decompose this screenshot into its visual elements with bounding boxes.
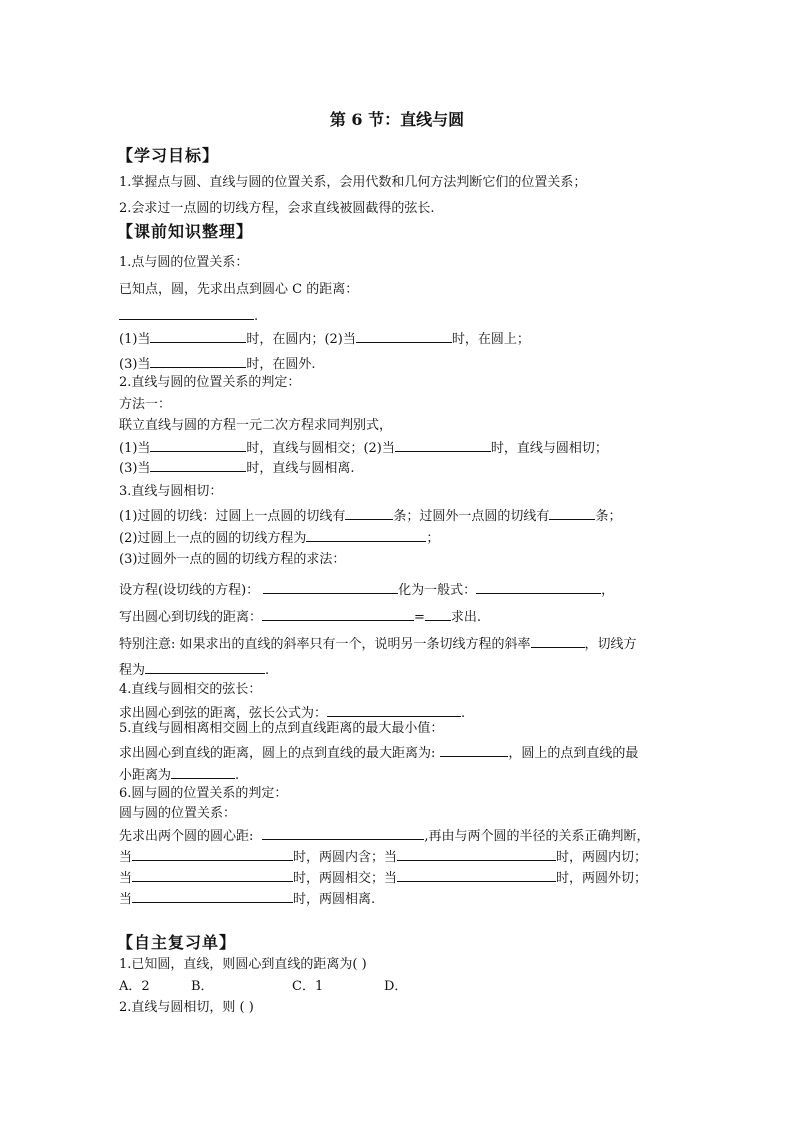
circle-separate-blank[interactable]	[132, 889, 293, 903]
chord-formula-line: 求出圆心到弦的距离，弦长公式为： .	[119, 703, 465, 722]
line-circle-cases-1-2: (1)当 时，直线与圆相交；(2)当 时，直线与圆相切；	[119, 438, 608, 457]
on-circle-blank[interactable]	[356, 329, 452, 343]
circle-cases-line-1: 当 时，两圆内含；当 时，两圆内切；	[119, 847, 647, 866]
tangent-set-equation-line: 设方程(设切线的方程)： 化为一般式： ，	[119, 580, 614, 599]
option-a[interactable]: A．2	[119, 979, 150, 994]
tangent-count-on-blank[interactable]	[345, 506, 393, 520]
inside-blank[interactable]	[150, 329, 246, 343]
tangent-distance-blank[interactable]	[262, 607, 414, 621]
tangent-count-outside-blank[interactable]	[549, 506, 595, 520]
tangent-line-blank[interactable]	[145, 660, 265, 674]
chord-heading: 4.直线与圆相交的弦长：	[119, 682, 262, 697]
outside-blank[interactable]	[150, 354, 246, 368]
circle-cases-line-3: 当 时，两圆相离.	[119, 889, 375, 908]
radius-blank[interactable]	[425, 607, 451, 621]
line-circle-heading: 2.直线与圆的位置关系的判定：	[119, 375, 301, 390]
circle-intersect-blank[interactable]	[132, 868, 293, 882]
option-d[interactable]: D．	[384, 979, 408, 994]
distance-extremes-heading: 5.直线与圆相离相交圆上的点到直线距离的最大最小值：	[119, 721, 444, 736]
circle-circle-sub: 圆与圆的位置关系：	[119, 806, 237, 821]
contain-blank[interactable]	[132, 847, 293, 861]
point-circle-heading: 1.点与圆的位置关系：	[119, 255, 249, 270]
intangent-blank[interactable]	[397, 847, 556, 861]
section-heading-review: 【自主复习单】	[117, 933, 237, 952]
max-distance-blank[interactable]	[440, 743, 508, 757]
center-distance-line: 先求出两个圆的圆心距: ,再由与两个圆的半径的关系正确判断，	[119, 826, 650, 845]
tangent-heading: 3.直线与圆相切：	[119, 484, 223, 499]
option-b[interactable]: B．	[191, 979, 214, 994]
tangent-method-line: (3)过圆外一点的圆的切线方程的求法：	[119, 552, 346, 567]
special-note-line: 特别注意: 如果求出的直线的斜率只有一个，说明另一条切线方程的斜率 ，切线方	[119, 634, 637, 653]
separate-blank[interactable]	[150, 458, 246, 472]
tangent-blank[interactable]	[395, 438, 491, 452]
point-circle-distance-line: .	[119, 306, 258, 325]
tangent-set-blank[interactable]	[263, 580, 398, 594]
method-one-label: 方法一：	[119, 397, 172, 412]
point-circle-intro: 已知点，圆，先求出点到圆心 C 的距离：	[119, 282, 359, 297]
special-note-line-2: 程为 .	[119, 660, 269, 679]
review-question-2: 2.直线与圆相切，则 ( )	[119, 1000, 254, 1015]
tangent-count-line: (1)过圆的切线：过圆上一点圆的切线有 条；过圆外一点圆的切线有 条；	[119, 506, 621, 525]
point-circle-cases-1-2: (1)当 时，在圆内；(2)当 时，在圆上；	[119, 329, 530, 348]
objective-2: 2.会求过一点圆的切线方程，会求直线被圆截得的弦长.	[119, 201, 435, 216]
section-heading-objectives: 【学习目标】	[117, 146, 220, 165]
point-circle-case-3: (3)当 时，在圆外.	[119, 354, 316, 373]
line-circle-case-3: (3)当 时，直线与圆相离.	[119, 458, 355, 477]
tangent-equation-blank[interactable]	[306, 528, 426, 542]
circle-circle-heading: 6.圆与圆的位置关系的判定：	[119, 786, 288, 801]
circle-cases-line-2: 当 时，两圆相交；当 时，两圆外切；	[119, 868, 647, 887]
tangent-distance-line: 写出圆心到切线的距离： = 求出.	[119, 607, 481, 626]
tangent-equation-line: (2)过圆上一点的圆的切线方程为 ；	[119, 528, 439, 547]
slope-blank[interactable]	[531, 634, 585, 648]
objective-1: 1.掌握点与圆、直线与圆的位置关系，会用代数和几何方法判断它们的位置关系；	[119, 175, 587, 190]
method-one-desc: 联立直线与圆的方程一元二次方程求同判别式，	[119, 418, 393, 433]
option-c[interactable]: C．1	[292, 979, 324, 994]
chord-formula-blank[interactable]	[327, 703, 461, 717]
general-form-blank[interactable]	[476, 580, 601, 594]
min-distance-blank[interactable]	[171, 765, 235, 779]
review-question-1: 1.已知圆，直线，则圆心到直线的距离为( )	[119, 957, 367, 972]
page-title: 第 6 节：直线与圆	[329, 110, 465, 129]
intersect-blank[interactable]	[150, 438, 246, 452]
distance-max-line: 求出圆心到直线的距离，圆上的点到直线的最大距离为: ，圆上的点到直线的最	[119, 743, 638, 762]
review-q1-options	[119, 979, 407, 995]
extangent-blank[interactable]	[397, 868, 556, 882]
distance-blank[interactable]	[119, 306, 254, 320]
center-distance-blank[interactable]	[262, 826, 424, 840]
distance-min-line: 小距离为 .	[119, 765, 239, 784]
section-heading-knowledge: 【课前知识整理】	[117, 222, 254, 241]
